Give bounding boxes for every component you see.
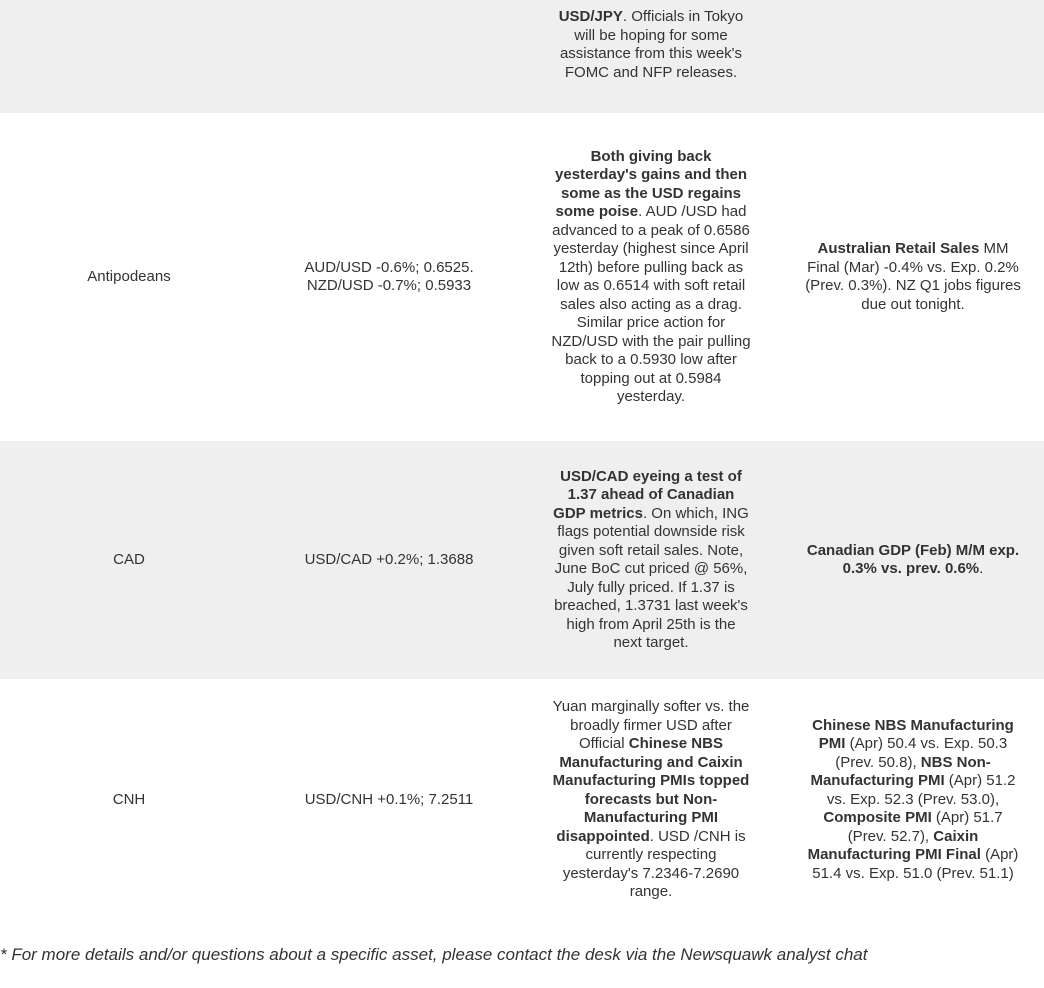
commentary-cell <box>520 440 782 680</box>
data-text <box>804 240 1022 314</box>
bold-text-run: Australian Retail Sales <box>817 240 980 257</box>
move-text: USD/CNH +0.1%; 7.2511 <box>304 790 474 808</box>
asset-cell <box>0 0 258 114</box>
text-run: Yuan marginally softer vs. the broadly firmer USD after Official <box>552 698 750 753</box>
move-cell <box>258 680 520 920</box>
bold-text-run: Composite PMI <box>823 809 932 827</box>
text-run: . On which, ING flags potential downside risk given soft retail sales. Note, June BoC cut priced @ 56%, July fully priced. If 1.37 is breached, 1.3731 last week's high from April 25th is the next target. <box>554 504 749 651</box>
commentary-text <box>551 698 751 902</box>
text-run: . USD /CNH is currently respecting yesterday's 7.2346-7.2690 range. <box>562 827 746 901</box>
move-cell <box>258 440 520 680</box>
data-cell <box>782 0 1044 114</box>
text-run: MM Final (Mar) -0.4% vs. Exp. 0.2% (Prev. 0.3%). NZ Q1 jobs figures due out tonight. <box>805 240 1021 313</box>
move-cell <box>258 0 520 114</box>
bold-text-run: Canadian GDP (Feb) M/M exp. 0.3% vs. prev. 0.6% <box>806 541 1020 577</box>
data-cell <box>782 114 1044 440</box>
bold-text-run: Both giving back yesterday's gains and then some as the USD regains some poise <box>555 147 747 220</box>
bold-text-run: NBS Non-Manufacturing PMI <box>810 753 991 790</box>
commentary-cell <box>520 0 782 114</box>
move-cell <box>258 114 520 440</box>
data-cell <box>782 680 1044 920</box>
commentary-cell <box>520 114 782 440</box>
text-run: (Apr) 50.4 vs. Exp. 50.3 (Prev. 50.8), <box>835 735 1008 771</box>
bold-text-run: USD/CAD eyeing a test of 1.37 ahead of Canadian GDP metrics <box>553 467 742 522</box>
commentary-text <box>551 148 751 407</box>
bold-text-run: USD/JPY <box>558 8 623 25</box>
text-run: (Apr) 51.2 vs. Exp. 52.3 (Prev. 53.0), <box>826 772 1016 808</box>
data-cell <box>782 440 1044 680</box>
commentary-text <box>551 8 751 82</box>
bold-text-run: Caixin Manufacturing PMI Final <box>807 827 981 864</box>
table-row-usdjpy <box>0 0 1044 114</box>
bold-text-run: Chinese NBS Manufacturing PMI <box>812 716 1014 753</box>
commentary-text <box>551 468 751 653</box>
table-row-cnh <box>0 680 1044 920</box>
text-run: . Officials in Tokyo will be hoping for some assistance from this week's FOMC and NFP releases. <box>559 8 744 81</box>
commentary-cell <box>520 680 782 920</box>
text-run: . AUD /USD had advanced to a peak of 0.6586 yesterday (highest since April 12th) before pulling back as low as 0.6514 with soft retail sales also acting as a drag. Similar price action for NZD/USD with the pair pulling back to a 0.5930 low after topping out at 0.5984 yesterday. <box>551 203 751 405</box>
move-text: USD/CAD +0.2%; 1.3688 <box>304 550 474 568</box>
bold-text-run: Chinese NBS Manufacturing and Caixin Manufacturing PMIs topped forecasts but Non-Manufacturing PMI disappointed <box>552 735 750 845</box>
text-run: (Apr) 51.7 (Prev. 52.7), <box>847 809 1003 845</box>
move-text: AUD/USD -0.6%; 0.6525. NZD/USD -0.7%; 0.5933 <box>304 258 474 294</box>
text-run: (Apr) 51.4 vs. Exp. 51.0 (Prev. 51.1) <box>812 846 1019 882</box>
text-run: . <box>979 560 984 577</box>
asset-cell: Antipodeans <box>0 114 258 440</box>
table-row-cad <box>0 440 1044 680</box>
table-row-antipodeans <box>0 114 1044 440</box>
data-text <box>804 717 1022 884</box>
footnote: * For more details and/or questions about a specific asset, please contact the desk via the Newsquawk analyst chat <box>0 945 868 964</box>
data-text <box>804 542 1022 579</box>
asset-cell: CAD <box>0 440 258 680</box>
asset-cell: CNH <box>0 680 258 920</box>
